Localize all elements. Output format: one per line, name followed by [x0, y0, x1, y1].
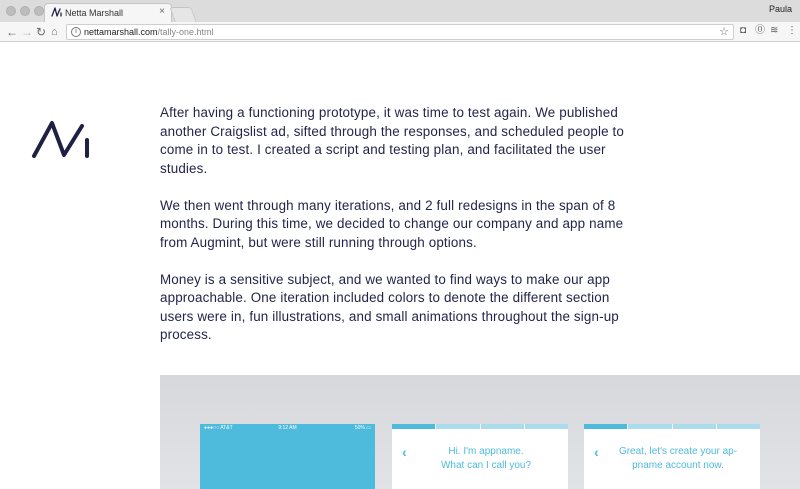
address-bar[interactable] — [66, 24, 734, 40]
tab-title: Netta Marshall — [65, 8, 124, 18]
minimize-window-button[interactable] — [20, 6, 30, 16]
phone-status-bar — [200, 424, 375, 433]
progress-segment — [392, 424, 435, 429]
progress-segment — [436, 424, 479, 429]
screens-gallery — [160, 375, 800, 489]
browser-tab[interactable] — [44, 3, 172, 22]
info-icon[interactable]: i — [71, 27, 81, 37]
forward-arrow-icon[interactable]: → — [21, 25, 33, 39]
prompt-text — [416, 445, 556, 473]
progress-bar — [584, 424, 760, 429]
url-host: nettamarshall.com — [84, 27, 158, 37]
adblock-icon[interactable]: ⓪ — [755, 25, 765, 36]
chevron-left-icon[interactable]: ‹ — [402, 444, 407, 460]
prompt-line: Great, let's create your ap- — [618, 446, 738, 457]
prompt-text — [608, 445, 748, 473]
progress-segment — [584, 424, 627, 429]
status-carrier: ●●●○○ AT&T — [204, 425, 233, 431]
profile-name[interactable]: Paula — [768, 4, 792, 14]
menu-icon[interactable]: ⋮ — [787, 25, 797, 36]
prompt-line: What can I call you? — [440, 460, 532, 471]
phone-screen-name — [392, 424, 568, 489]
paragraph-iterations: We then went through many iterations, and 2 full redesigns in the span of 8 months. During this time, we decided to change our company and app name from Augmint, but were still running through options. — [160, 197, 624, 250]
phone-screen-splash — [200, 424, 375, 489]
progress-segment — [717, 424, 760, 429]
prompt-line: pname account now. — [632, 460, 724, 471]
reload-icon[interactable]: ↻ — [36, 25, 47, 39]
status-battery: 50% ▭ — [354, 425, 371, 431]
paragraph-approachable: Money is a sensitive subject, and we wanted to find ways to make our app approachable. One iteration included colors to denote the different section users were in, fun illustrations, and small animations throughout the sign-up process. — [160, 271, 619, 342]
progress-segment — [481, 424, 524, 429]
progress-segment — [673, 424, 716, 429]
title-bar — [0, 0, 800, 22]
star-icon[interactable]: ☆ — [719, 26, 729, 38]
prompt-line: Hi. I'm appname. — [448, 446, 524, 457]
back-arrow-icon[interactable]: ← — [6, 25, 18, 39]
site-logo-icon[interactable] — [30, 118, 92, 160]
article-body — [160, 104, 640, 363]
progress-segment — [628, 424, 671, 429]
buffer-icon[interactable]: ≋ — [770, 25, 779, 36]
close-window-button[interactable] — [6, 6, 16, 16]
chevron-left-icon[interactable]: ‹ — [594, 444, 599, 460]
progress-bar — [392, 424, 568, 429]
paragraph-testing: After having a functioning prototype, it was time to test again. We published another Craigslist ad, sifted through the responses, and scheduled people to come in to test. I created a script and testing plan, and facilitated the user studies. — [160, 105, 625, 176]
home-icon[interactable]: ⌂ — [51, 26, 58, 38]
progress-segment — [525, 424, 568, 429]
url-path: /tally-one.html — [157, 27, 214, 37]
phone-screen-account — [584, 424, 760, 489]
close-tab-icon[interactable]: × — [159, 6, 165, 17]
status-time: 9:12 AM — [278, 425, 297, 431]
new-tab-button[interactable] — [169, 7, 196, 22]
url-text[interactable] — [84, 27, 214, 37]
zoom-window-button[interactable] — [34, 6, 44, 16]
browser-toolbar — [0, 22, 800, 42]
pocket-icon[interactable]: ◘ — [740, 25, 747, 36]
site-favicon-icon — [51, 7, 62, 17]
